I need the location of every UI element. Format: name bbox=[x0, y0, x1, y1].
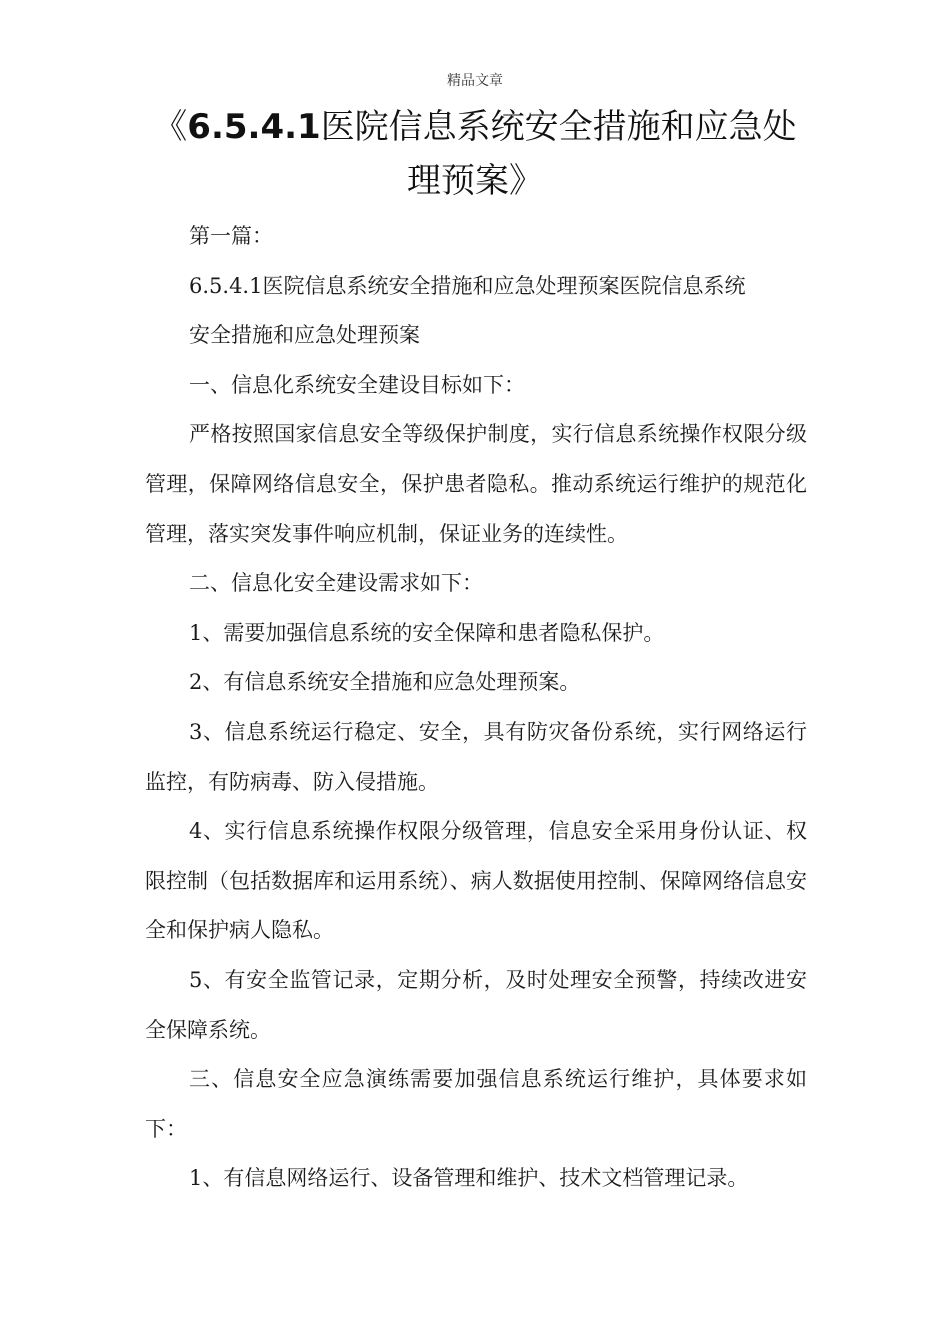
paragraph-section-one: 一、信息化系统安全建设目标如下： bbox=[189, 372, 525, 397]
title-text: 医院信息系统安全措施和应急处理预案》 bbox=[320, 107, 797, 201]
paragraph-section-two: 二、信息化安全建设需求如下： bbox=[189, 571, 483, 596]
document-title bbox=[145, 100, 805, 208]
page-header: 精品文章 bbox=[447, 73, 503, 89]
paragraph-item-3: 3、信息系统运行稳定、安全，具有防灾备份系统，实行网络运行监控，有防病毒、防入侵措施。 bbox=[145, 719, 807, 794]
paragraph-item-5: 5、有安全监管记录，定期分析，及时处理安全预警，持续改进安全保障系统。 bbox=[145, 967, 807, 1042]
document-body bbox=[145, 212, 807, 1204]
paragraph-section-three: 三、信息安全应急演练需要加强信息系统运行维护，具体要求如下： bbox=[145, 1067, 807, 1141]
paragraph-item-1: 1、需要加强信息系统的安全保障和患者隐私保护。 bbox=[189, 620, 665, 645]
paragraph-item-2: 2、有信息系统安全措施和应急处理预案。 bbox=[189, 670, 581, 695]
paragraph-heading-continued: 安全措施和应急处理预案 bbox=[189, 323, 420, 348]
paragraph-item-4: 4、实行信息系统操作权限分级管理，信息安全采用身份认证、权限控制（包括数据库和运用系统）、病人数据使用控制、保障网络信息安全和保护病人隐私。 bbox=[145, 819, 807, 943]
paragraph-section-label: 第一篇： bbox=[189, 224, 273, 248]
paragraph-item-3-1: 1、有信息网络运行、设备管理和维护、技术文档管理记录。 bbox=[189, 1166, 749, 1191]
title-open-bracket: 《 bbox=[153, 107, 188, 147]
paragraph-goal: 严格按照国家信息安全等级保护制度，实行信息系统操作权限分级管理，保障网络信息安全，保护患者隐私。推动系统运行维护的规范化管理，落实突发事件响应机制，保证业务的连续性。 bbox=[145, 422, 807, 546]
title-number: 6.5.4.1 bbox=[187, 107, 321, 147]
paragraph-heading-line: 6.5.4.1医院信息系统安全措施和应急处理预案医院信息系统 bbox=[189, 273, 746, 298]
